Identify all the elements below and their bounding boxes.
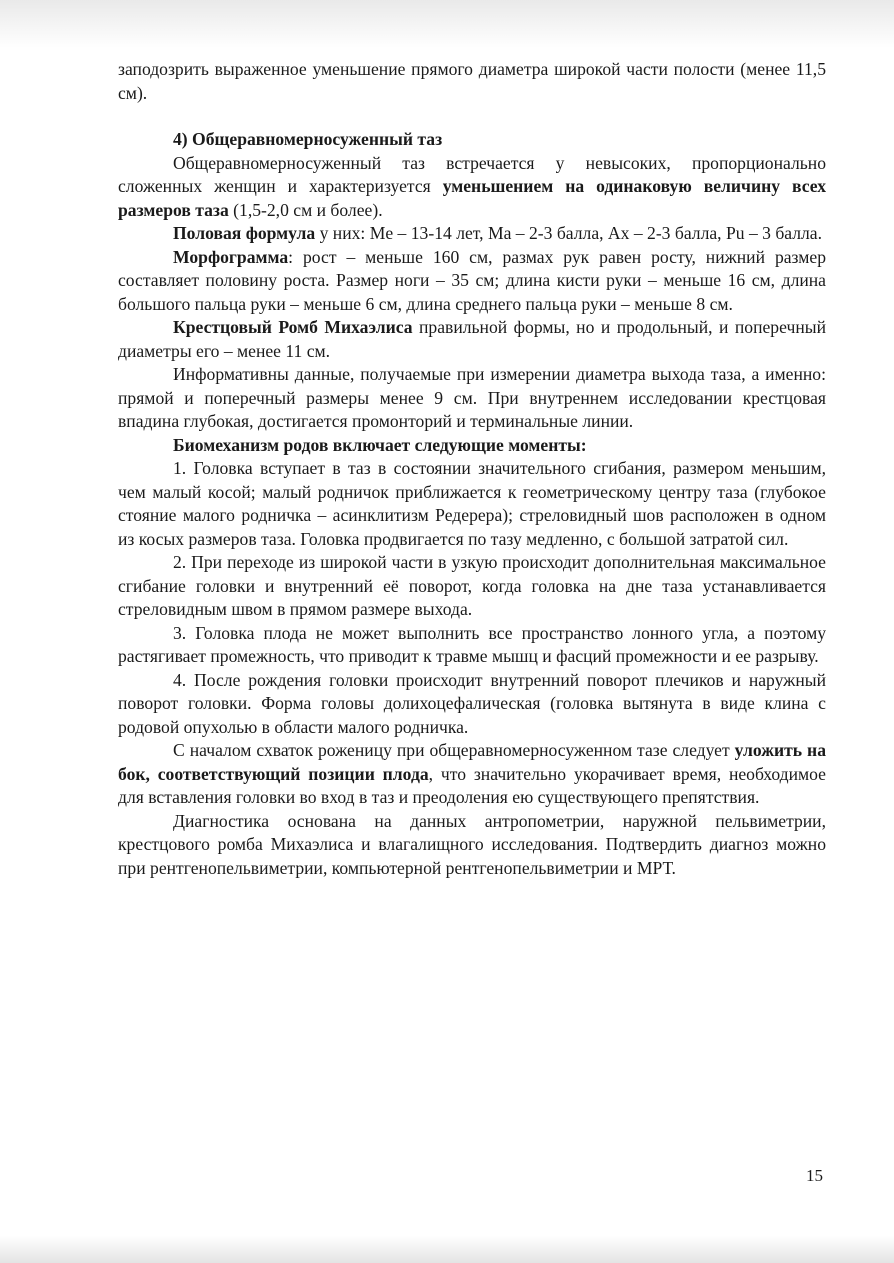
emphasis-text: Биомеханизм родов включает следующие моменты:	[173, 434, 587, 455]
emphasis-text: Половая формула	[173, 223, 316, 243]
paragraph-labor-position	[118, 739, 826, 810]
section-heading: 4) Общеравномерносуженный таз	[173, 129, 443, 149]
paragraph-biomechanism-heading	[118, 434, 826, 458]
list-item-1: 1. Головка вступает в таз в состоянии значительного сгибания, размером меньшим, чем малый косой; малый родничок приближается к геометрическому центру таза (глубокое стояние малого родничка – асинклитизм Редерера); стреловидный шов расположен в одном из косых размеров таза. Головка продвигается по тазу медленно, с большой затратой сил.	[118, 458, 826, 549]
paragraph-text: , что значительно укорачивает время, необходимое для вставления головки во вход в таз и преодоления ею существующего препятствия.	[118, 763, 826, 807]
list-item-4: 4. После рождения головки происходит внутренний поворот плечиков и наружный поворот головки. Форма головы долихоцефалическая (головка вытянута в виде клина с родовой опухолью в области малого родничка.	[118, 669, 826, 737]
paragraph-general-description	[118, 152, 826, 223]
scan-shadow-bottom	[0, 1236, 894, 1263]
paragraph-diagnostics: Диагностика основана на данных антропометрии, наружной пельвиметрии, крестцового ромба Михаэлиса и влагалищного исследования. Подтвердить диагноз можно при рентгенопельвиметрии, компьютерной рентгенопельвиметрии и МРТ.	[118, 810, 826, 878]
list-item-3: 3. Головка плода не может выполнить все пространство лонного угла, а поэтому растягивает промежность, что приводит к травме мышц и фасций промежности и ее разрыву.	[118, 622, 826, 666]
paragraph-intro: заподозрить выраженное уменьшение прямого диаметра широкой части полости (менее 11,5 см).	[118, 59, 826, 103]
page-number: 15	[806, 1166, 823, 1185]
emphasis-text: Крестцовый Ромб Михаэлиса	[173, 317, 413, 337]
paragraph-text: правильной формы, но и продольный, и поперечный диаметры его – менее 11 см.	[118, 317, 826, 361]
emphasis-text: уменьшением на одинаковую величину всех размеров таза	[118, 176, 826, 220]
paragraph-text: у них: Me – 13-14 лет, Ma – 2-3 балла, Ax – 2-3 балла, Pu – 3 балла.	[315, 223, 823, 243]
paragraph-text: (1,5-2,0 см и более).	[228, 199, 383, 220]
paragraph-outlet-measurement: Информативны данные, получаемые при измерении диаметра выхода таза, а именно: прямой и поперечный размеры менее 9 см. При внутреннем исследовании крестцовая впадина глубокая, достигается промонторий и терминальные линии.	[118, 364, 826, 431]
paragraph-morphogram	[118, 246, 826, 317]
paragraph-michaelis-rhomb	[118, 316, 826, 363]
scan-shadow-top	[0, 0, 894, 48]
paragraph-text: С началом схваток роженицу при общеравномерносуженном тазе следует	[173, 740, 735, 760]
paragraph-text: Общеравномерносуженный таз встречается у невысоких, пропорционально сложенных женщин и характеризуется	[118, 152, 826, 196]
paragraph-sexual-formula	[118, 222, 826, 246]
emphasis-text: Морфограмма	[173, 246, 289, 267]
document-page	[118, 58, 826, 880]
paragraph-text: : рост – меньше 160 см, размах рук равен росту, нижний размер составляет половину роста. Размер ноги – 35 см; длина кисти руки – меньше 16 см, длина большого пальца руки – меньше 6 см, длина среднего пальца руки – меньше 8 см.	[118, 246, 826, 314]
emphasis-text: уложить на бок, соответствующий позиции плода	[118, 740, 826, 784]
list-item-2: 2. При переходе из широкой части в узкую происходит дополнительная максимальное сгибание головки и внутренний её поворот, когда головка на дне таза устанавливается стреловидным швом в прямом размере выхода.	[118, 552, 826, 619]
